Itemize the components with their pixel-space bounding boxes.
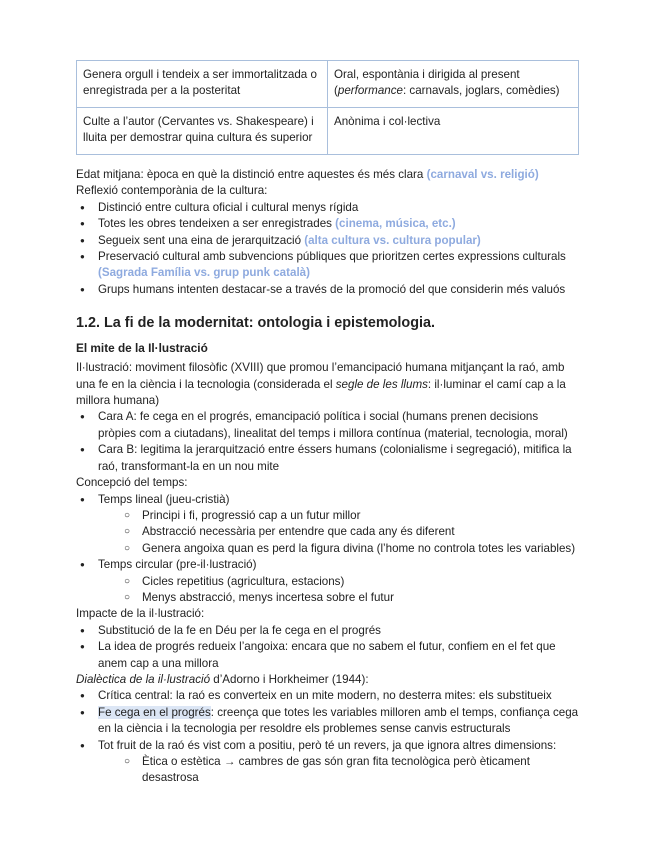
edat-mitjana-paragraph: Edat mitjana: època en què la distinció entre aquestes és més clara (carnaval vs. religió) [76, 168, 539, 181]
cara-list [76, 409, 579, 475]
highlighted-phrase: Fe cega en el progrés [98, 705, 211, 719]
sub-list-item: ○ Abstracció necessària per entendre que cada any és diferent [120, 524, 579, 540]
comparison-table [76, 60, 579, 155]
list-item: ● Temps lineal (jueu-cristià) ○ Principi i fi, progressió cap a un futur millor ○ Abstracció necessària per entendre que cada any és diferent ○ Genera angoixa quan es perd la figura divina (l’home no controla totes les variables) [76, 492, 579, 558]
impacte-list [76, 623, 579, 672]
impacte-paragraph: Impacte de la il·lustració: [76, 607, 205, 621]
list-item: ● Substitució de la fe en Déu per la fe cega en el progrés [76, 623, 579, 639]
temps-list [76, 492, 579, 607]
table-row [77, 61, 579, 108]
list-item: ● Temps circular (pre-il·lustració) ○ Cicles repetitius (agricultura, estacions) ○ Menys abstracció, menys incertesa sobre el futur [76, 557, 579, 606]
list-item: ● La idea de progrés redueix l’angoixa: encara que no sabem el futur, confiem en el fet que anem cap a una millora [76, 639, 579, 672]
list-item: ● Cara B: legitima la jerarquització entre éssers humans (colonialisme i segregació), mitifica la raó, transformant-la en un nou mite [76, 442, 579, 475]
table-row [77, 108, 579, 155]
reflexio-list [76, 200, 579, 298]
table-cell: Oral, espontània i dirigida al present (performance: carnavals, joglars, comèdies) [328, 61, 579, 108]
dialectica-paragraph: Dialèctica de la il·lustració d’Adorno i Horkheimer (1944): [76, 672, 369, 686]
reflexio-paragraph: Reflexió contemporània de la cultura: [76, 184, 268, 198]
sub-list-item: ○ Ètica o estètica → cambres de gas són gran fita tecnològica però èticament desastrosa [120, 754, 579, 787]
list-item: ● Tot fruit de la raó és vist com a positiu, però té un revers, ja que ignora altres dimensions: ○ Ètica o estètica → cambres de gas són gran fita tecnològica però èticament desastrosa [76, 738, 579, 787]
list-item: ● Fe cega en el progrés: creença que totes les variables milloren amb el temps, confiança cega en la ciència i la tecnologia per resoldre els problemes sense canvis estructurals [76, 705, 579, 738]
list-item: ● Distinció entre cultura oficial i cultural menys rígida [76, 200, 579, 216]
table-cell: Culte a l’autor (Cervantes vs. Shakespeare) i lluita per demostrar quina cultura és superior [77, 108, 328, 155]
list-item: ● Totes les obres tendeixen a ser enregistrades (cinema, música, etc.) [76, 216, 579, 232]
list-item: ● Grups humans intenten destacar-se a través de la promoció del que considerin més valuós [76, 282, 579, 298]
sub-list-item: ○ Genera angoixa quan es perd la figura divina (l’home no controla totes les variables) [120, 541, 579, 557]
illustracio-paragraph: Il·lustració: moviment filosòfic (XVIII) que promou l’emancipació humana mitjançant la raó, amb una fe en la ciència i la tecnologia (considerada el segle de les llums: il·luminar el camí cap a la millora humana) [76, 361, 566, 408]
list-item: ● Segueix sent una eina de jerarquització (alta cultura vs. cultura popular) [76, 233, 579, 249]
subsection-heading: El mite de la Il·lustració [76, 341, 208, 356]
list-item: ● Cara A: fe cega en el progrés, emancipació política i social (humans prenen decisions pròpies com a ciutadans), linealitat del temps i millora contínua (material, tecnologia, moral) [76, 409, 579, 442]
dialectica-list [76, 688, 579, 786]
table-cell: Anònima i col·lectiva [328, 108, 579, 155]
sub-list [120, 508, 579, 557]
concepcio-paragraph: Concepció del temps: [76, 476, 188, 490]
sub-list-item: ○ Menys abstracció, menys incertesa sobre el futur [120, 590, 579, 606]
list-item: ● Crítica central: la raó es converteix en un mite modern, no desterra mites: els substitueix [76, 688, 579, 704]
table-cell: Genera orgull i tendeix a ser immortalitzada o enregistrada per a la posteritat [77, 61, 328, 108]
section-heading: 1.2. La fi de la modernitat: ontologia i epistemologia. [76, 315, 436, 332]
sub-list [120, 754, 579, 787]
sub-list [120, 574, 579, 607]
list-item: ● Preservació cultural amb subvencions públiques que prioritzen certes expressions culturals (Sagrada Família vs. grup punk català) [76, 249, 579, 282]
sub-list-item: ○ Cicles repetitius (agricultura, estacions) [120, 574, 579, 590]
sub-list-item: ○ Principi i fi, progressió cap a un futur millor [120, 508, 579, 524]
highlight-text: (carnaval vs. religió) [426, 168, 539, 181]
